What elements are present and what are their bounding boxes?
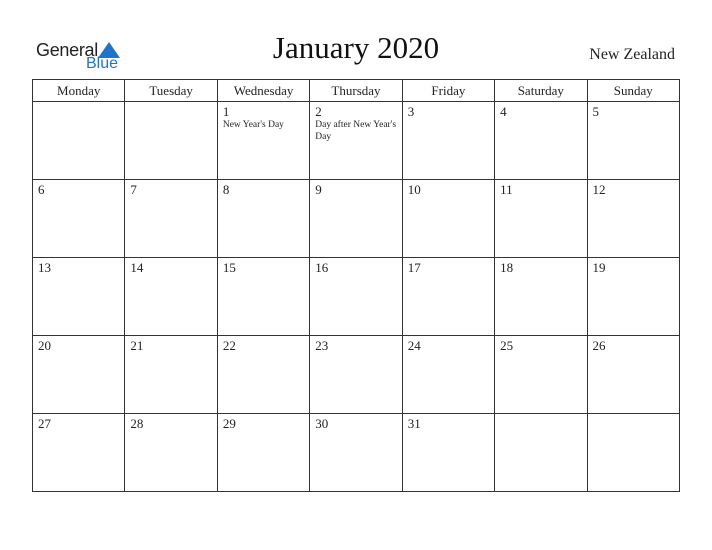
day-number: 3 xyxy=(407,104,415,119)
calendar-day-content xyxy=(588,414,679,416)
day-number: 26 xyxy=(592,338,606,353)
calendar-day-content xyxy=(33,102,124,104)
calendar-day-cell xyxy=(217,102,309,180)
day-number: 12 xyxy=(592,182,606,197)
weekday-tuesday: Tuesday xyxy=(125,80,217,102)
weekday-friday: Friday xyxy=(402,80,494,102)
day-number: 4 xyxy=(500,104,507,119)
calendar-day-content xyxy=(33,336,124,353)
calendar-grid xyxy=(32,79,680,492)
calendar-day-content xyxy=(495,414,586,416)
calendar-day-content xyxy=(310,414,401,431)
logo-text-blue: Blue xyxy=(86,55,119,72)
calendar-day-content xyxy=(588,336,679,353)
calendar-day-cell xyxy=(217,180,309,258)
day-number: 30 xyxy=(315,416,329,431)
calendar-day-cell xyxy=(495,258,587,336)
calendar-day-cell xyxy=(402,258,494,336)
day-number: 22 xyxy=(222,338,236,353)
calendar-day-content xyxy=(403,180,494,197)
day-number: 17 xyxy=(407,260,421,275)
day-number: 16 xyxy=(315,260,329,275)
day-number: 23 xyxy=(315,338,329,353)
day-number: 8 xyxy=(222,182,230,197)
calendar-day-content xyxy=(125,414,216,431)
day-number: 15 xyxy=(222,260,236,275)
calendar-day-content xyxy=(33,180,124,197)
calendar-day-content xyxy=(125,336,216,353)
calendar-day-cell xyxy=(495,336,587,414)
calendar-day-cell xyxy=(217,258,309,336)
day-number: 5 xyxy=(592,104,600,119)
day-number: 27 xyxy=(38,416,51,431)
calendar-day-cell xyxy=(125,102,217,180)
day-number: 29 xyxy=(222,416,236,431)
weekday-sunday: Sunday xyxy=(587,80,679,102)
calendar-day-cell xyxy=(125,336,217,414)
calendar-week-row xyxy=(33,336,680,414)
day-number: 31 xyxy=(407,416,421,431)
calendar-day-content xyxy=(125,180,216,197)
calendar-week-row xyxy=(33,180,680,258)
calendar-day-content xyxy=(310,258,401,275)
day-number: 9 xyxy=(315,182,322,197)
weekday-saturday: Saturday xyxy=(495,80,587,102)
calendar-day-content xyxy=(403,102,494,119)
calendar-day-cell xyxy=(33,102,125,180)
calendar-day-cell xyxy=(587,102,679,180)
country-label: New Zealand xyxy=(589,46,675,63)
calendar-day-content xyxy=(125,102,216,104)
calendar-day-cell xyxy=(33,414,125,492)
day-number: 28 xyxy=(130,416,144,431)
calendar-day-content xyxy=(588,102,679,119)
day-number: 1 xyxy=(222,104,230,119)
calendar-day-content xyxy=(218,180,309,197)
calendar-day-content xyxy=(588,258,679,275)
calendar-day-cell xyxy=(495,102,587,180)
page-title: January 2020 xyxy=(272,30,440,65)
calendar-day-content xyxy=(588,180,679,197)
calendar-day-cell xyxy=(310,180,402,258)
day-number: 2 xyxy=(315,104,322,119)
calendar-day-content xyxy=(33,414,124,431)
calendar-day-content xyxy=(403,258,494,275)
calendar-day-content xyxy=(218,336,309,353)
calendar-day-cell xyxy=(402,102,494,180)
day-number: 7 xyxy=(130,182,137,197)
day-number: 10 xyxy=(407,182,421,197)
calendar-day-content xyxy=(310,102,401,143)
calendar-day-content xyxy=(310,336,401,353)
calendar-day-content xyxy=(310,180,401,197)
calendar-day-cell xyxy=(125,180,217,258)
logo-text-general: General xyxy=(36,40,98,60)
calendar-body xyxy=(33,102,680,492)
weekday-wednesday: Wednesday xyxy=(217,80,309,102)
holiday-label: Day after New Year's Day xyxy=(315,120,397,142)
day-number: 24 xyxy=(407,338,421,353)
day-number: 19 xyxy=(592,260,606,275)
calendar-day-content xyxy=(403,336,494,353)
calendar-day-cell xyxy=(33,258,125,336)
calendar-day-cell xyxy=(310,102,402,180)
calendar-day-content xyxy=(33,258,124,275)
calendar-day-cell xyxy=(402,180,494,258)
calendar-day-cell xyxy=(587,180,679,258)
day-number: 21 xyxy=(130,338,144,353)
weekday-monday: Monday xyxy=(33,80,125,102)
calendar-day-cell xyxy=(217,414,309,492)
calendar-day-cell xyxy=(125,258,217,336)
calendar-day-cell xyxy=(310,258,402,336)
calendar-day-cell xyxy=(495,180,587,258)
calendar-day-cell xyxy=(402,414,494,492)
calendar-day-cell xyxy=(33,180,125,258)
calendar-day-content xyxy=(403,414,494,431)
day-number: 25 xyxy=(500,338,514,353)
calendar-day-cell xyxy=(587,414,679,492)
calendar-day-cell xyxy=(495,414,587,492)
calendar-day-content xyxy=(218,102,309,131)
day-number: 6 xyxy=(38,182,45,197)
calendar-day-content xyxy=(495,258,586,275)
calendar-day-content xyxy=(218,258,309,275)
weekday-thursday: Thursday xyxy=(310,80,402,102)
calendar-day-cell xyxy=(587,258,679,336)
day-number: 11 xyxy=(500,182,513,197)
calendar-day-content xyxy=(495,180,586,197)
calendar-day-cell xyxy=(217,336,309,414)
calendar-week-row xyxy=(33,414,680,492)
day-number: 14 xyxy=(130,260,144,275)
calendar-day-content xyxy=(218,414,309,431)
day-number: 20 xyxy=(38,338,51,353)
calendar-day-cell xyxy=(310,414,402,492)
calendar-day-cell xyxy=(402,336,494,414)
calendar-week-row xyxy=(33,258,680,336)
day-number: 18 xyxy=(500,260,514,275)
calendar-day-content xyxy=(125,258,216,275)
weekday-header-row xyxy=(33,80,680,102)
calendar-day-cell xyxy=(310,336,402,414)
calendar-week-row xyxy=(33,102,680,180)
calendar-day-content xyxy=(495,336,586,353)
calendar-day-cell xyxy=(33,336,125,414)
calendar-day-cell xyxy=(125,414,217,492)
calendar-day-content xyxy=(495,102,586,119)
calendar-day-cell xyxy=(587,336,679,414)
holiday-label: New Year's Day xyxy=(222,120,284,130)
day-number: 13 xyxy=(38,260,51,275)
